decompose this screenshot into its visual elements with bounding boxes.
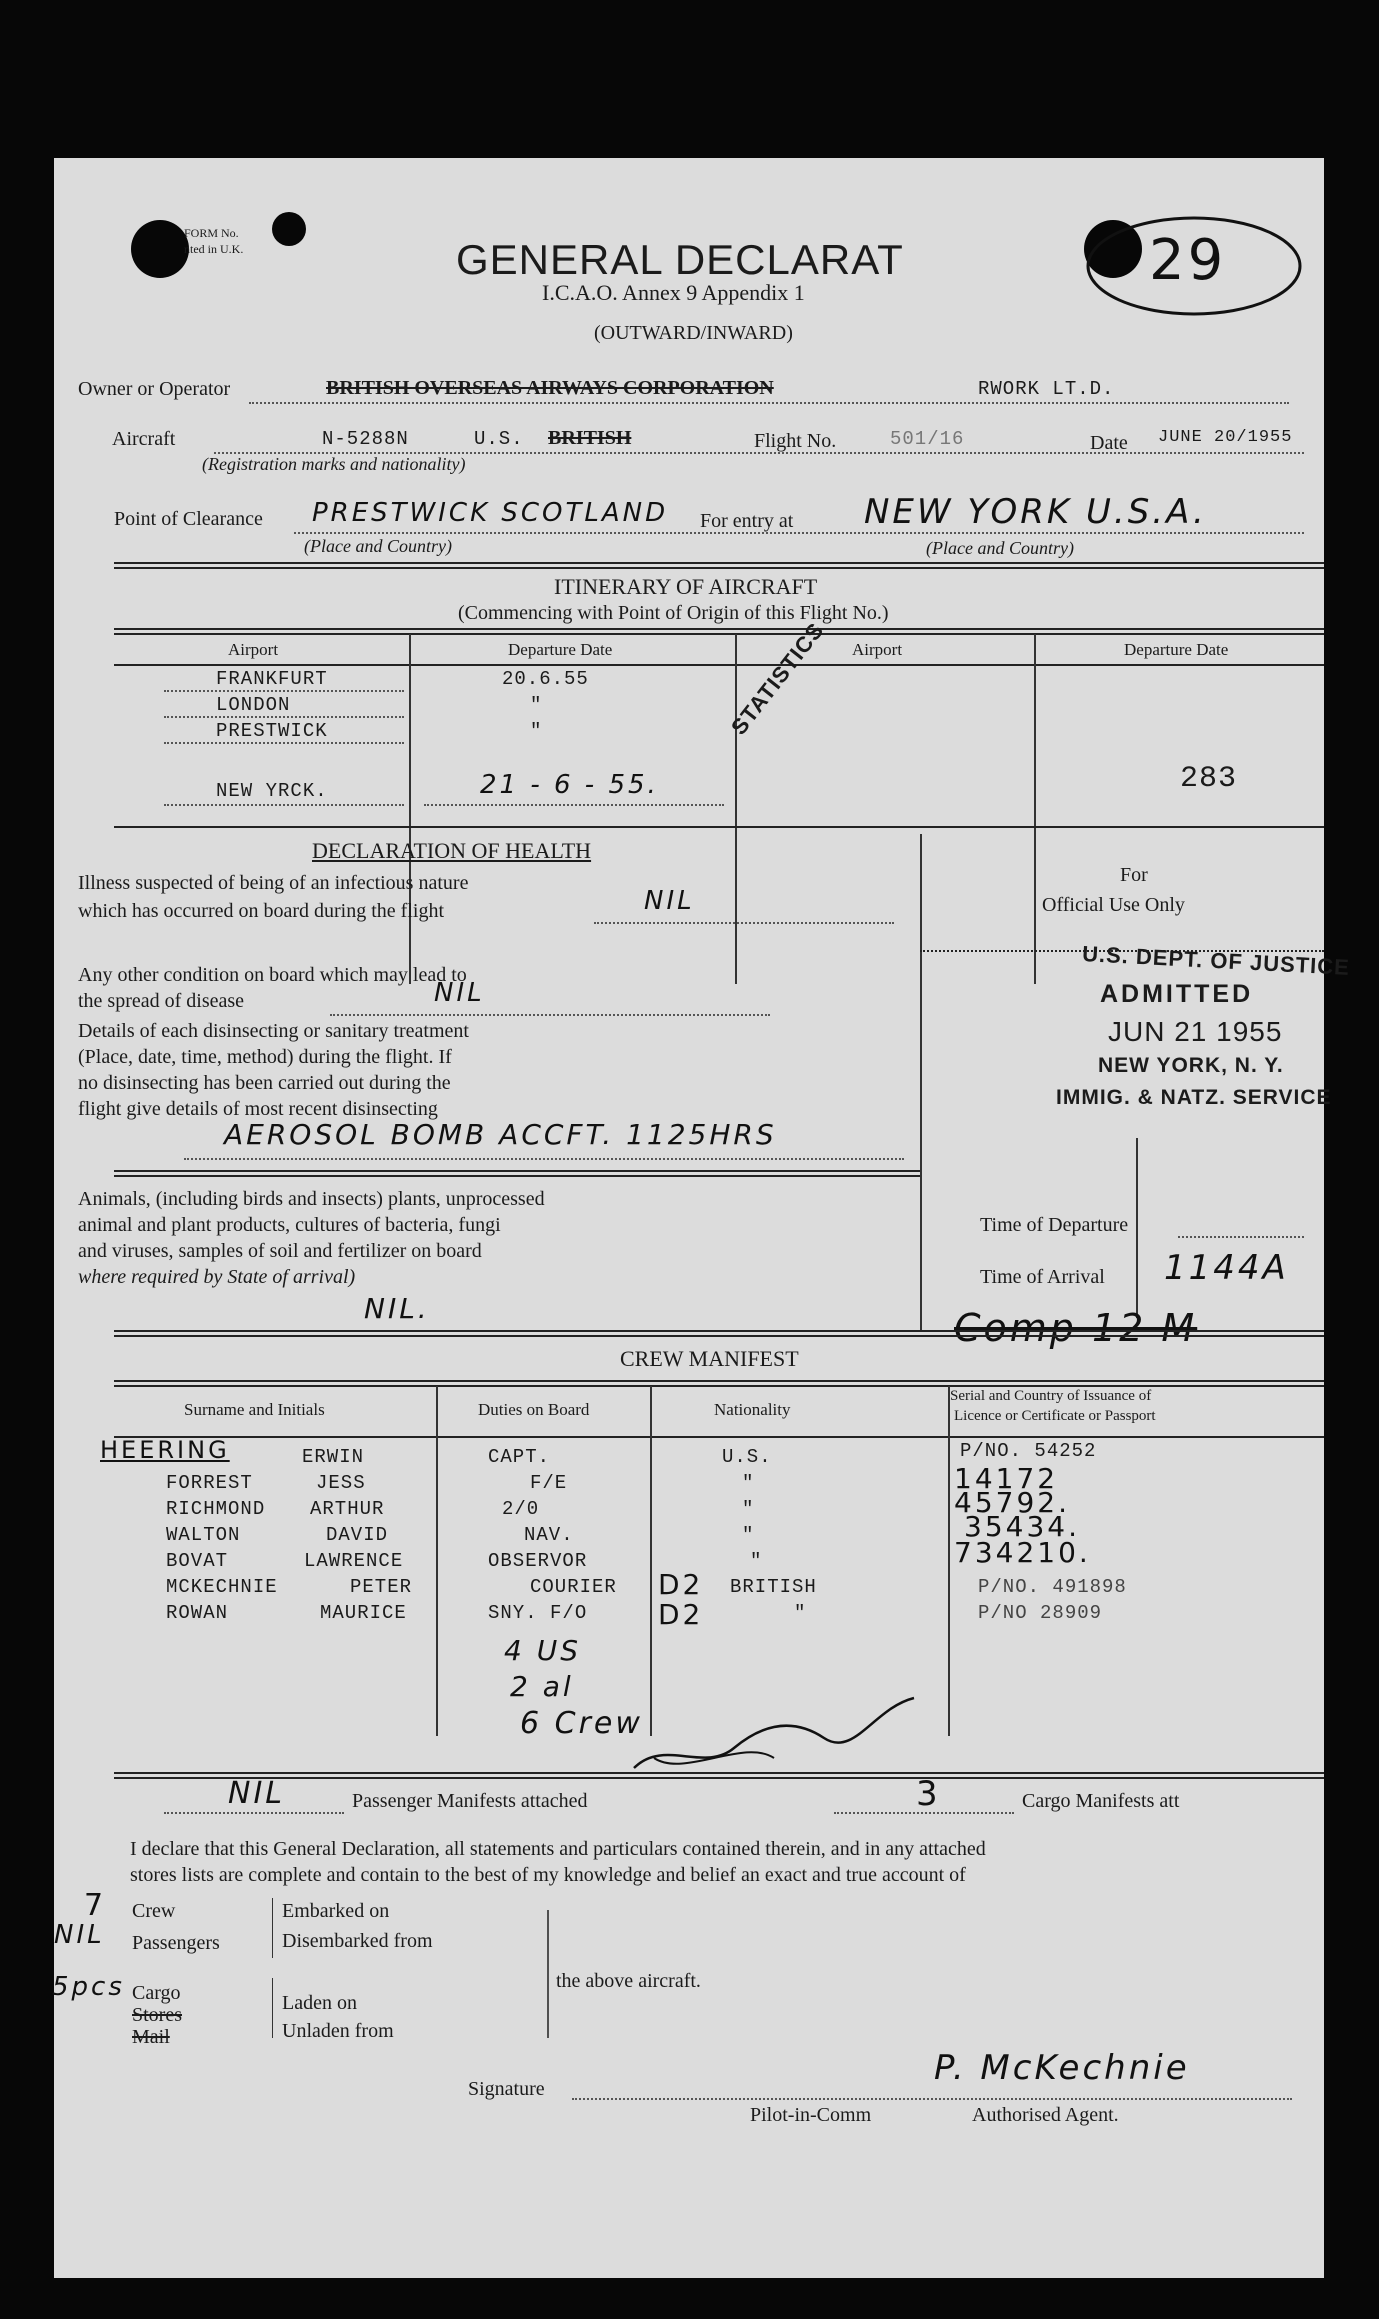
operator-label: Owner or Operator	[78, 378, 231, 400]
passenger-manifest-count: NIL	[228, 1776, 286, 1811]
date-label: Date	[1090, 432, 1128, 454]
crew-col-licence-1: Serial and Country of Issuance of	[950, 1388, 1152, 1404]
clearance-caption: (Place and Country)	[304, 536, 452, 556]
summary-cargo-label: Cargo	[132, 1982, 181, 2004]
health-q2-line1: Any other condition on board which may lead to	[78, 964, 467, 986]
summary-cargo-value: 5pcs	[52, 1972, 125, 2002]
crew-col-licence-2: Licence or Certificate or Passport	[954, 1408, 1156, 1424]
signature-label: Signature	[468, 2078, 545, 2100]
itinerary-airport-4: NEW YRCK.	[216, 780, 328, 802]
summary-embarked: Embarked on	[282, 1900, 390, 1922]
summary-disembarked: Disembarked from	[282, 1930, 433, 1952]
crew-first-3: ARTHUR	[310, 1498, 385, 1520]
crew-duty-7: SNY. F/O	[488, 1602, 588, 1624]
arrival-time-label: Time of Arrival	[980, 1266, 1105, 1288]
crew-scribble-3: 6 Crew	[520, 1706, 643, 1741]
crew-surname-4: WALTON	[166, 1524, 241, 1546]
crew-surname-2: FORREST	[166, 1472, 253, 1494]
animals-line4: where required by State of arrival)	[78, 1266, 356, 1288]
crew-licence-2: 14172	[954, 1462, 1059, 1495]
crew-licence-6: P/NO. 491898	[978, 1576, 1127, 1598]
health-a2: NIL	[434, 978, 485, 1008]
operator-value: RWORK LT.D.	[978, 378, 1115, 400]
aircraft-registration: N-5288N	[322, 428, 409, 450]
crew-duty-1: CAPT.	[488, 1446, 551, 1468]
clearance-label: Point of Clearance	[114, 508, 263, 530]
declaration-line-2: stores lists are complete and contain to the best of my knowledge and belief an exact and true account of	[130, 1864, 966, 1886]
itinerary-subtitle: (Commencing with Point of Origin of this Flight No.)	[458, 602, 889, 624]
signature-name: P. McKechnie	[934, 2048, 1190, 2088]
crew-surname-5: BOVAT	[166, 1550, 229, 1572]
statistics-stamp: STATISTICS	[726, 617, 829, 740]
itinerary-airport-2: LONDON	[216, 694, 291, 716]
entry-value: NEW YORK U.S.A.	[864, 492, 1207, 532]
aircraft-label: Aircraft	[112, 428, 176, 450]
crew-nationality-6: BRITISH	[730, 1576, 817, 1598]
admitted-stamp-city: NEW YORK, N. Y.	[1098, 1054, 1284, 1077]
itinerary-date-2: "	[530, 694, 543, 716]
entry-caption: (Place and Country)	[926, 538, 1074, 558]
summary-crew-value: 7	[84, 1888, 107, 1923]
summary-passengers-value: NIL	[54, 1920, 105, 1950]
itinerary-airport-1: FRANKFURT	[216, 668, 328, 690]
arrival-time-value: 1144A	[1164, 1248, 1289, 1288]
summary-stores-label: Stores	[132, 2004, 182, 2026]
official-use-label: Official Use Only	[1042, 894, 1185, 916]
operator-struck-value: BRITISH OVERSEAS AIRWAYS CORPORATION	[326, 377, 774, 399]
summary-unladen: Unladen from	[282, 2020, 394, 2042]
crew-nationality-4: "	[742, 1524, 755, 1546]
crew-nationality-1: U.S.	[722, 1446, 772, 1468]
summary-passengers-label: Passengers	[132, 1932, 220, 1954]
crew-duty-6: COURIER	[530, 1576, 617, 1598]
crew-licence-4: 35434.	[964, 1510, 1080, 1543]
itinerary-date-4: 21 - 6 - 55.	[480, 770, 659, 800]
aircraft-nationality: U.S.	[474, 428, 524, 450]
health-q3-line2: (Place, date, time, method) during the flight. If	[78, 1046, 452, 1068]
crew-nationality-5: "	[750, 1550, 763, 1572]
crew-first-1: ERWIN	[302, 1446, 365, 1468]
animals-line2: animal and plant products, cultures of bacteria, fungi	[78, 1214, 501, 1236]
crew-note-7: D2	[658, 1598, 704, 1631]
crew-first-7: MAURICE	[320, 1602, 407, 1624]
crew-licence-3: 45792.	[954, 1486, 1070, 1519]
declaration-line-1: I declare that this General Declaration, all statements and particulars contained therein, and in any attached	[130, 1838, 986, 1860]
admitted-stamp-date: JUN 21 1955	[1108, 1016, 1283, 1047]
page-subtitle: I.C.A.O. Annex 9 Appendix 1	[542, 280, 805, 305]
completion-note: Comp 12 M	[954, 1306, 1198, 1350]
health-q3-line1: Details of each disinsecting or sanitary treatment	[78, 1020, 469, 1042]
crew-title: CREW MANIFEST	[620, 1346, 799, 1371]
aircraft-struck-nationality: BRITISH	[548, 427, 632, 449]
declaration-form	[52, 158, 1351, 2278]
cargo-manifest-label: Cargo Manifests att	[1022, 1790, 1180, 1812]
crew-surname-7: ROWAN	[166, 1602, 229, 1624]
itinerary-col-departure-2: Departure Date	[1124, 640, 1229, 659]
page-number: 29	[1149, 228, 1227, 293]
itinerary-col-departure: Departure Date	[508, 640, 613, 659]
official-for: For	[1120, 864, 1148, 886]
crew-first-4: DAVID	[326, 1524, 389, 1546]
animals-line3: and viruses, samples of soil and fertilizer on board	[78, 1240, 482, 1262]
summary-mail-label: Mail	[132, 2026, 170, 2048]
admitted-stamp-title: ADMITTED	[1100, 980, 1254, 1008]
printed-label: nted in U.K.	[184, 242, 244, 256]
punch-hole-left	[131, 220, 189, 278]
crew-licence-5: 734210.	[954, 1536, 1091, 1569]
crew-col-duties: Duties on Board	[478, 1400, 590, 1419]
health-q1-line2: which has occurred on board during the flight	[78, 900, 445, 922]
health-q3-line3: no disinsecting has been carried out during the	[78, 1072, 451, 1094]
registration-caption: (Registration marks and nationality)	[202, 454, 466, 474]
health-q1-line1: Illness suspected of being of an infectious nature	[78, 872, 469, 894]
departure-time-label: Time of Departure	[980, 1214, 1129, 1236]
entry-label: For entry at	[700, 510, 794, 532]
crew-nationality-3: "	[742, 1498, 755, 1520]
itinerary-col-airport: Airport	[228, 640, 279, 659]
crew-nationality-7: "	[794, 1602, 807, 1624]
itinerary-title: ITINERARY OF AIRCRAFT	[554, 574, 818, 599]
crew-col-nationality: Nationality	[714, 1400, 791, 1419]
passenger-manifest-label: Passenger Manifests attached	[352, 1790, 588, 1812]
health-q3-line4: flight give details of most recent disinsecting	[78, 1098, 438, 1120]
itinerary-date-3: "	[530, 720, 543, 742]
crew-licence-7: P/NO 28909	[978, 1602, 1103, 1624]
crew-scribble-2: 2 al	[510, 1670, 574, 1703]
pilot-label: Pilot-in-Comm	[750, 2104, 872, 2126]
crew-surname-1: HEERING	[100, 1436, 230, 1464]
crew-licence-1: P/NO. 54252	[960, 1440, 1097, 1462]
itinerary-number: 283	[1180, 762, 1238, 796]
health-title: DECLARATION OF HEALTH	[312, 838, 592, 863]
summary-laden: Laden on	[282, 1992, 357, 2014]
crew-duty-3: 2/0	[502, 1498, 540, 1520]
crew-duty-2: F/E	[530, 1472, 568, 1494]
health-q2-line2: the spread of disease	[78, 990, 245, 1012]
punch-hole-mid	[272, 212, 306, 246]
admitted-stamp-dept: U.S. DEPT. OF JUSTICE	[1081, 941, 1351, 980]
crew-scribble-1: 4 US	[504, 1634, 581, 1667]
page-title: GENERAL DECLARAT	[456, 236, 904, 283]
crew-col-name: Surname and Initials	[184, 1400, 325, 1419]
animals-line1: Animals, (including birds and insects) plants, unprocessed	[78, 1188, 545, 1210]
crew-surname-6: MCKECHNIE	[166, 1576, 278, 1598]
itinerary-date-1: 20.6.55	[502, 668, 589, 690]
date-value: JUNE 20/1955	[1158, 428, 1293, 447]
crew-duty-4: NAV.	[524, 1524, 574, 1546]
crew-first-2: JESS	[316, 1472, 366, 1494]
direction-label: (OUTWARD/INWARD)	[594, 322, 793, 344]
summary-above: the above aircraft.	[556, 1970, 701, 1992]
cargo-manifest-count: 3	[916, 1774, 941, 1814]
animals-answer: NIL.	[364, 1292, 430, 1325]
summary-crew-label: Crew	[132, 1900, 176, 1922]
form-number-label: FORM No.	[184, 226, 239, 240]
flight-label: Flight No.	[754, 430, 837, 452]
itinerary-col-airport-2: Airport	[852, 640, 903, 659]
flight-value: 501/16	[890, 428, 965, 450]
crew-nationality-2: "	[742, 1472, 755, 1494]
itinerary-airport-3: PRESTWICK	[216, 720, 328, 742]
crew-note-6: D2	[658, 1568, 704, 1601]
crew-surname-3: RICHMOND	[166, 1498, 266, 1520]
crew-duty-5: OBSERVOR	[488, 1550, 588, 1572]
crew-first-5: LAWRENCE	[304, 1550, 404, 1572]
agent-label: Authorised Agent.	[972, 2104, 1119, 2126]
crew-first-6: PETER	[350, 1576, 413, 1598]
admitted-stamp-service: IMMIG. & NATZ. SERVICE	[1056, 1086, 1332, 1109]
health-a1: NIL	[644, 886, 695, 916]
health-a3: AEROSOL BOMB ACCFT. 1125HRS	[224, 1118, 777, 1151]
clearance-value: PRESTWICK SCOTLAND	[312, 498, 669, 528]
